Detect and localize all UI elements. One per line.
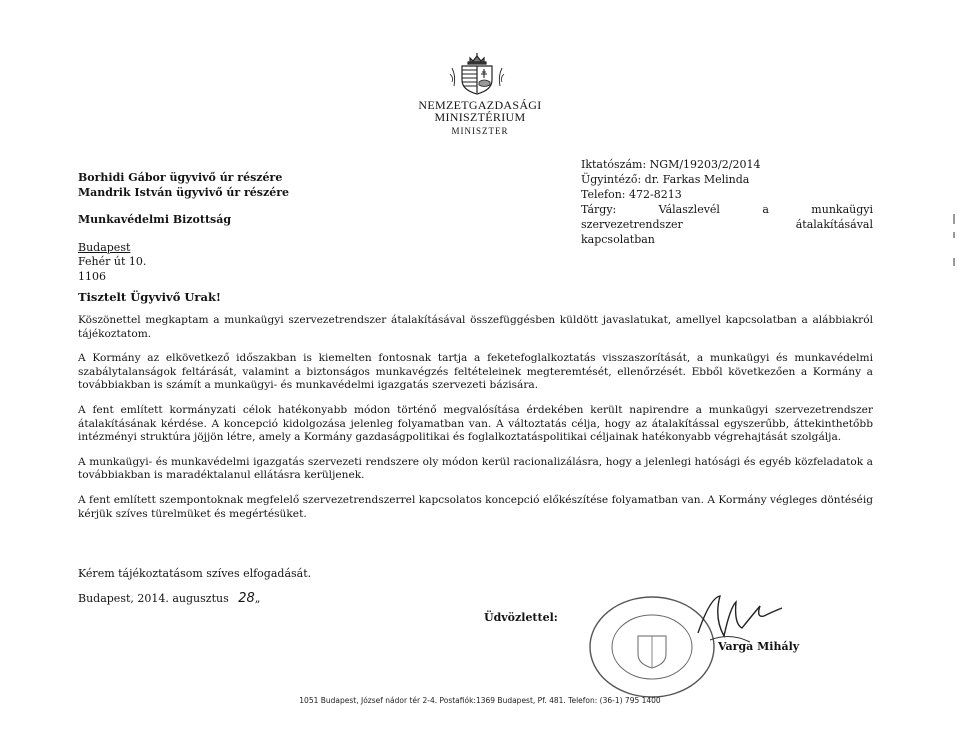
greeting: Üdvözlettel: <box>484 611 558 624</box>
paragraph: A fent említett szempontoknak megfelelő szervezetrendszerrel kapcsolatos koncepció előkészítése folyamatban van. A Kormány végleges döntéséig kérjük szíves türelmüket és megértésüket. <box>78 493 873 520</box>
reference-number: Iktatószám: NGM/19203/2/2014 <box>581 158 761 171</box>
paragraph: A Kormány az elkövetkező időszakban is kiemelten fontosnak tartja a feketefoglalkoztatás visszaszorítását, a munkaügyi és munkavédelmi szabálytalanságok feltárását, valamint a biztonságos munkavégzés feltételeinek megteremtését, ellenőrzését. Ebből következően a Kormány a továbbiakban is számít a munkaügyi- és munkavédelmi igazgatás szervezeti bázisára. <box>78 352 873 392</box>
ministry-name-line1: NEMZETGAZDASÁGI <box>418 98 542 112</box>
scan-edge-mark <box>953 258 955 266</box>
hungarian-coat-of-arms-icon <box>446 52 508 96</box>
signer-name: Varga Mihály <box>718 640 800 653</box>
closing-line: Kérem tájékoztatásom szíves elfogadását. <box>78 567 312 580</box>
paragraph: A munkaügyi- és munkavédelmi igazgatás szervezeti rendszere oly módon kerül racionalizálásra, hogy a jelenlegi hatósági és egyéb közfeladatok a továbbiakban is maradéktalanul ellátásra kerüljenek. <box>78 455 873 482</box>
subject-line3: kapcsolatban <box>581 233 655 246</box>
recipient-line1: Borhidi Gábor ügyvivő úr részére <box>78 171 283 184</box>
recipient-street: Fehér út 10. <box>78 255 147 268</box>
date-printed: Budapest, 2014. augusztus <box>78 592 229 605</box>
salutation: Tisztelt Ügyvivő Urak! <box>78 290 221 304</box>
recipient-organization: Munkavédelmi Bizottság <box>78 213 232 226</box>
footer-address: 1051 Budapest, József nádor tér 2-4. Postafiók:1369 Budapest, Pf. 481. Telefon: (36-1) 795 1400 <box>299 696 661 705</box>
scan-edge-mark <box>953 214 955 224</box>
ministry-letterhead <box>380 99 580 137</box>
letter-body <box>78 314 873 532</box>
date-suffix: „ <box>254 592 261 605</box>
minister-title: MINISZTER <box>451 126 509 136</box>
date-line <box>78 591 260 606</box>
recipient-city: Budapest <box>78 240 131 254</box>
paragraph: A fent említett kormányzati célok hatékonyabb módon történő megvalósítása érdekében került napirendre a munkaügyi szervezetrendszer átalakításának kérdése. A koncepció kidolgozása jelenleg folyamatban van. A változtatás célja, hogy az átalakítással egyszerűbb, áttekinthetőbb intézményi struktúra jöjjön létre, amely a Kormány gazdaságpolitikai és foglalkoztatáspolitikai céljainak hatékonyabb végrehajtását szolgálja. <box>78 403 873 444</box>
subject-line1: Tárgy: Válaszlevél a munkaügyi <box>581 203 873 216</box>
case-officer: Ügyintéző: dr. Farkas Melinda <box>581 173 750 186</box>
paragraph: Köszönettel megkaptam a munkaügyi szervezetrendszer átalakításával összefüggésben küldött javaslatukat, amellyel kapcsolatban a alábbiakról tájékoztatom. <box>78 314 873 340</box>
recipient-zip: 1106 <box>78 269 106 283</box>
reference-block <box>581 157 873 247</box>
subject-line2: szervezetrendszer átalakításával <box>581 218 873 231</box>
recipient-line2: Mandrik István ügyvivő úr részére <box>78 185 290 199</box>
ministry-name-line2: MINISZTÉRIUM <box>434 110 526 124</box>
phone-number: Telefon: 472-8213 <box>581 188 682 201</box>
recipient-address <box>78 171 398 284</box>
scan-edge-mark <box>953 232 955 238</box>
date-handwritten-day: 28 <box>238 591 255 606</box>
